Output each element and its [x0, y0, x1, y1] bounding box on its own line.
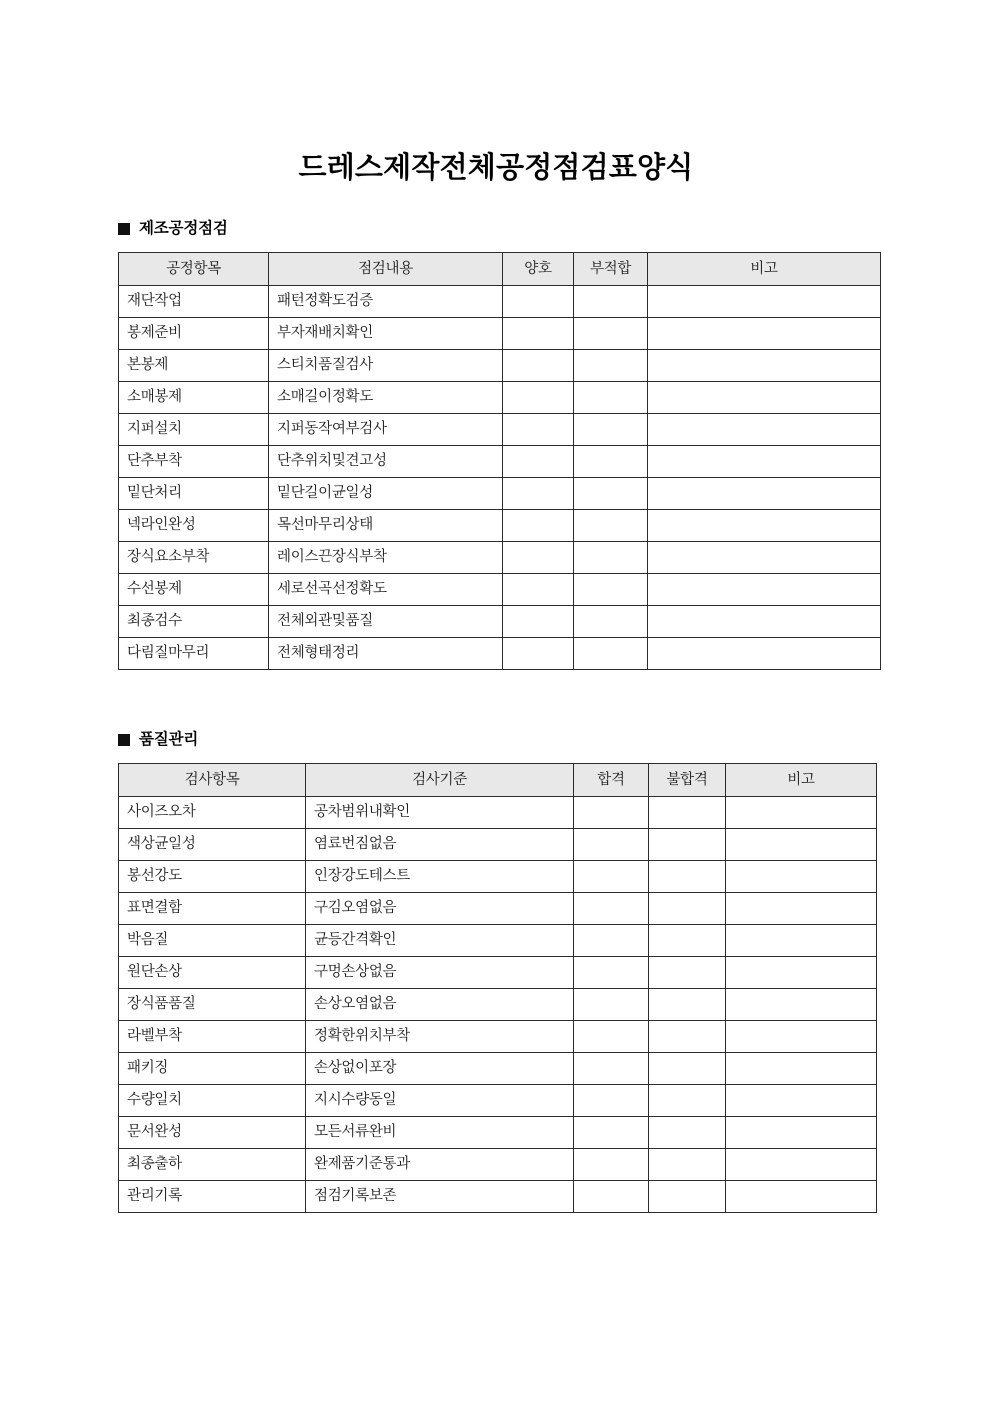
table-row: [119, 606, 881, 638]
column-header-inspection-criteria: 검사기준: [306, 764, 574, 797]
manufacturing-process-table: [118, 252, 881, 670]
cell-remark[interactable]: [648, 542, 881, 574]
cell-remark[interactable]: [726, 1117, 877, 1149]
cell-inspection-criteria: 정확한위치부착: [306, 1021, 574, 1053]
cell-defect[interactable]: [574, 382, 648, 414]
cell-inspection-criteria: 균등간격확인: [306, 925, 574, 957]
section-header: [118, 730, 877, 750]
cell-good[interactable]: [503, 382, 574, 414]
cell-good[interactable]: [503, 478, 574, 510]
cell-inspection-criteria: 공차범위내확인: [306, 797, 574, 829]
column-header-check-content: 점검내용: [269, 253, 503, 286]
cell-good[interactable]: [503, 638, 574, 670]
table-row: [119, 989, 877, 1021]
cell-process-item: 소매봉제: [119, 382, 269, 414]
table-row: [119, 286, 881, 318]
cell-inspection-criteria: 염료번짐없음: [306, 829, 574, 861]
cell-remark[interactable]: [726, 1149, 877, 1181]
section-title: 품질관리: [139, 731, 199, 749]
table-row: [119, 574, 881, 606]
cell-remark[interactable]: [648, 510, 881, 542]
table-row: [119, 893, 877, 925]
cell-inspection-criteria: 손상오염없음: [306, 989, 574, 1021]
cell-remark[interactable]: [648, 286, 881, 318]
column-header-fail: 불합격: [649, 764, 726, 797]
cell-good[interactable]: [503, 318, 574, 350]
cell-process-item: 밑단처리: [119, 478, 269, 510]
cell-inspection-item: 라벨부착: [119, 1021, 306, 1053]
cell-fail[interactable]: [649, 861, 726, 893]
cell-check-content: 지퍼동작여부검사: [269, 414, 503, 446]
table-row: [119, 925, 877, 957]
table-header-row: [119, 764, 877, 797]
column-header-good: 양호: [503, 253, 574, 286]
cell-good[interactable]: [503, 286, 574, 318]
cell-inspection-criteria: 지시수량동일: [306, 1085, 574, 1117]
cell-inspection-item: 색상균일성: [119, 829, 306, 861]
cell-remark[interactable]: [726, 989, 877, 1021]
cell-inspection-item: 박음질: [119, 925, 306, 957]
cell-check-content: 전체형태정리: [269, 638, 503, 670]
table-row: [119, 1149, 877, 1181]
cell-inspection-item: 문서완성: [119, 1117, 306, 1149]
table-row: [119, 414, 881, 446]
table-row: [119, 829, 877, 861]
cell-fail[interactable]: [649, 1181, 726, 1213]
filled-square-bullet-icon: [118, 223, 130, 235]
cell-check-content: 전체외관및품질: [269, 606, 503, 638]
section-quality-control: [118, 730, 877, 1213]
cell-remark[interactable]: [726, 829, 877, 861]
cell-remark[interactable]: [648, 478, 881, 510]
column-header-process-item: 공정항목: [119, 253, 269, 286]
cell-check-content: 부자재배치확인: [269, 318, 503, 350]
cell-pass[interactable]: [574, 829, 649, 861]
cell-fail[interactable]: [649, 1085, 726, 1117]
cell-defect[interactable]: [574, 446, 648, 478]
cell-check-content: 단추위치및견고성: [269, 446, 503, 478]
table-row: [119, 382, 881, 414]
cell-process-item: 봉제준비: [119, 318, 269, 350]
cell-pass[interactable]: [574, 1085, 649, 1117]
cell-remark[interactable]: [726, 1085, 877, 1117]
cell-inspection-criteria: 구멍손상없음: [306, 957, 574, 989]
table-row: [119, 1181, 877, 1213]
cell-fail[interactable]: [649, 925, 726, 957]
column-header-remark: 비고: [648, 253, 881, 286]
cell-remark[interactable]: [726, 797, 877, 829]
cell-remark[interactable]: [726, 1181, 877, 1213]
cell-pass[interactable]: [574, 989, 649, 1021]
cell-defect[interactable]: [574, 574, 648, 606]
cell-check-content: 세로선곡선정확도: [269, 574, 503, 606]
cell-check-content: 밑단길이균일성: [269, 478, 503, 510]
table-row: [119, 1053, 877, 1085]
cell-remark[interactable]: [726, 1021, 877, 1053]
section-manufacturing-process: [118, 219, 881, 670]
cell-remark[interactable]: [726, 893, 877, 925]
cell-defect[interactable]: [574, 542, 648, 574]
cell-fail[interactable]: [649, 1117, 726, 1149]
quality-control-table: [118, 763, 877, 1213]
section-title: 제조공정점검: [139, 220, 228, 238]
cell-defect[interactable]: [574, 318, 648, 350]
cell-inspection-item: 수량일치: [119, 1085, 306, 1117]
cell-good[interactable]: [503, 510, 574, 542]
cell-process-item: 본봉제: [119, 350, 269, 382]
table-row: [119, 1021, 877, 1053]
column-header-defect: 부적합: [574, 253, 648, 286]
cell-fail[interactable]: [649, 829, 726, 861]
cell-remark[interactable]: [726, 861, 877, 893]
column-header-pass: 합격: [574, 764, 649, 797]
cell-good[interactable]: [503, 446, 574, 478]
cell-check-content: 레이스끈장식부착: [269, 542, 503, 574]
cell-check-content: 패턴정확도검증: [269, 286, 503, 318]
quality-control-table-body: [119, 797, 877, 1213]
page-title: 드레스제작전체공정점검표양식: [298, 152, 694, 185]
cell-defect[interactable]: [574, 606, 648, 638]
cell-fail[interactable]: [649, 1149, 726, 1181]
table-row: [119, 510, 881, 542]
cell-remark[interactable]: [648, 606, 881, 638]
cell-defect[interactable]: [574, 414, 648, 446]
cell-process-item: 장식요소부착: [119, 542, 269, 574]
section-header: [118, 219, 881, 239]
cell-remark[interactable]: [726, 1053, 877, 1085]
cell-pass[interactable]: [574, 893, 649, 925]
cell-fail[interactable]: [649, 1021, 726, 1053]
cell-pass[interactable]: [574, 861, 649, 893]
cell-inspection-item: 최종출하: [119, 1149, 306, 1181]
cell-process-item: 최종검수: [119, 606, 269, 638]
table-row: [119, 957, 877, 989]
cell-inspection-criteria: 손상없이포장: [306, 1053, 574, 1085]
cell-pass[interactable]: [574, 957, 649, 989]
cell-check-content: 스티치품질검사: [269, 350, 503, 382]
cell-remark[interactable]: [726, 925, 877, 957]
cell-process-item: 재단작업: [119, 286, 269, 318]
cell-process-item: 다림질마무리: [119, 638, 269, 670]
cell-pass[interactable]: [574, 797, 649, 829]
cell-inspection-criteria: 완제품기준통과: [306, 1149, 574, 1181]
cell-defect[interactable]: [574, 478, 648, 510]
cell-fail[interactable]: [649, 797, 726, 829]
cell-remark[interactable]: [648, 414, 881, 446]
cell-remark[interactable]: [648, 382, 881, 414]
cell-inspection-criteria: 모든서류완비: [306, 1117, 574, 1149]
cell-good[interactable]: [503, 542, 574, 574]
table-row: [119, 638, 881, 670]
cell-defect[interactable]: [574, 350, 648, 382]
table-row: [119, 478, 881, 510]
table-row: [119, 350, 881, 382]
cell-inspection-item: 사이즈오차: [119, 797, 306, 829]
cell-remark[interactable]: [648, 350, 881, 382]
cell-pass[interactable]: [574, 1053, 649, 1085]
cell-defect[interactable]: [574, 638, 648, 670]
cell-check-content: 목선마무리상태: [269, 510, 503, 542]
cell-pass[interactable]: [574, 1149, 649, 1181]
cell-process-item: 수선봉제: [119, 574, 269, 606]
cell-inspection-item: 관리기록: [119, 1181, 306, 1213]
cell-process-item: 지퍼설치: [119, 414, 269, 446]
cell-fail[interactable]: [649, 1053, 726, 1085]
cell-inspection-item: 패키징: [119, 1053, 306, 1085]
table-row: [119, 861, 877, 893]
cell-good[interactable]: [503, 574, 574, 606]
cell-good[interactable]: [503, 606, 574, 638]
cell-good[interactable]: [503, 350, 574, 382]
column-header-remark: 비고: [726, 764, 877, 797]
manufacturing-process-table-body: [119, 286, 881, 670]
table-header-row: [119, 253, 881, 286]
cell-inspection-item: 봉선강도: [119, 861, 306, 893]
cell-defect[interactable]: [574, 510, 648, 542]
cell-inspection-item: 원단손상: [119, 957, 306, 989]
filled-square-bullet-icon: [118, 734, 130, 746]
cell-fail[interactable]: [649, 989, 726, 1021]
table-row: [119, 446, 881, 478]
cell-fail[interactable]: [649, 957, 726, 989]
cell-pass[interactable]: [574, 925, 649, 957]
cell-inspection-criteria: 인장강도테스트: [306, 861, 574, 893]
cell-good[interactable]: [503, 414, 574, 446]
cell-inspection-criteria: 점검기록보존: [306, 1181, 574, 1213]
cell-fail[interactable]: [649, 893, 726, 925]
cell-process-item: 단추부착: [119, 446, 269, 478]
cell-remark[interactable]: [648, 638, 881, 670]
cell-inspection-criteria: 구김오염없음: [306, 893, 574, 925]
column-header-inspection-item: 검사항목: [119, 764, 306, 797]
cell-remark[interactable]: [648, 446, 881, 478]
cell-pass[interactable]: [574, 1117, 649, 1149]
table-row: [119, 1117, 877, 1149]
cell-remark[interactable]: [726, 957, 877, 989]
cell-pass[interactable]: [574, 1181, 649, 1213]
cell-check-content: 소매길이정확도: [269, 382, 503, 414]
table-row: [119, 542, 881, 574]
cell-process-item: 넥라인완성: [119, 510, 269, 542]
cell-remark[interactable]: [648, 318, 881, 350]
cell-inspection-item: 표면결함: [119, 893, 306, 925]
table-row: [119, 1085, 877, 1117]
cell-remark[interactable]: [648, 574, 881, 606]
cell-inspection-item: 장식품품질: [119, 989, 306, 1021]
cell-pass[interactable]: [574, 1021, 649, 1053]
table-row: [119, 797, 877, 829]
cell-defect[interactable]: [574, 286, 648, 318]
table-row: [119, 318, 881, 350]
